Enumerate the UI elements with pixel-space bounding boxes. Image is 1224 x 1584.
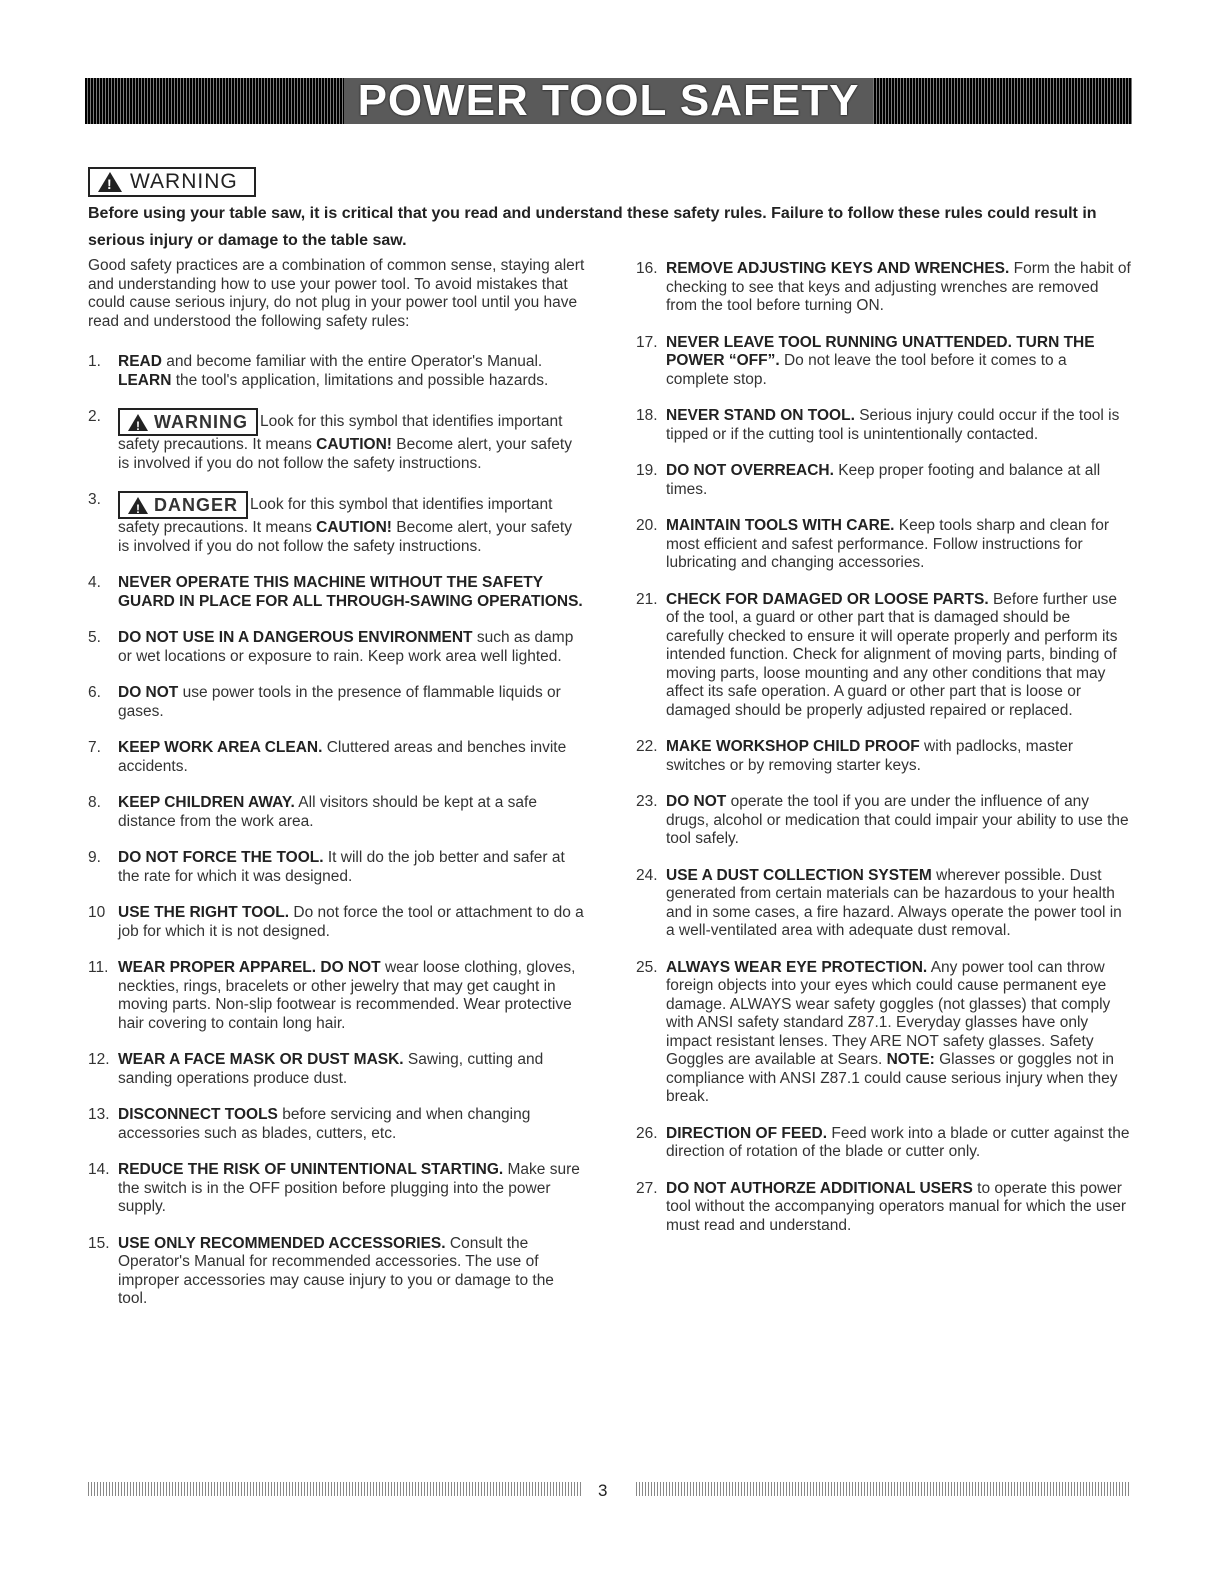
rule-body-continued: Become alert, your safety is involved if you do not follow the safety instructions. bbox=[118, 519, 572, 555]
rule-heading: DIRECTION OF FEED. bbox=[666, 1124, 828, 1142]
intro-warning-text: Before using your table saw, it is critical that you read and understand these safety rules. Failure to follow these rules could result in serious injury or damage to the table saw. bbox=[88, 205, 1097, 249]
footer-rule-right bbox=[636, 1482, 1131, 1496]
rule-number: 23. bbox=[636, 793, 658, 810]
rule-text bbox=[118, 739, 586, 776]
rule-item bbox=[636, 591, 1132, 721]
rule-body: to operate this power tool without the accompanying operators manual for which the user must read and understand. bbox=[666, 1179, 1127, 1234]
rule-body: Make sure the switch is in the OFF position before plugging into the power supply. bbox=[118, 1161, 580, 1215]
rule-item bbox=[88, 629, 586, 666]
rule-heading: REMOVE ADJUSTING KEYS AND WRENCHES. bbox=[666, 260, 1010, 277]
rule-item bbox=[88, 1161, 586, 1217]
rule-heading: USE A DUST COLLECTION SYSTEM bbox=[666, 866, 932, 884]
rule-number: 27. bbox=[636, 1179, 658, 1197]
page-number: 3 bbox=[598, 1481, 608, 1500]
left-column bbox=[88, 257, 586, 1327]
rule-body: Cluttered areas and benches invite accidents. bbox=[118, 739, 567, 775]
rule-item bbox=[636, 517, 1132, 573]
rule-text bbox=[118, 1106, 586, 1143]
rule-item bbox=[88, 408, 586, 473]
title-banner bbox=[85, 78, 1132, 124]
rule-heading: REDUCE THE RISK OF UNINTENTIONAL STARTING. bbox=[118, 1161, 504, 1178]
rule-emphasis: LEARN bbox=[118, 371, 172, 389]
rule-heading: MAKE WORKSHOP CHILD PROOF bbox=[666, 738, 920, 755]
symbol-label: WARNING bbox=[154, 411, 248, 432]
rule-heading: DO NOT bbox=[666, 793, 727, 810]
rule-text bbox=[666, 517, 1132, 573]
rule-item bbox=[636, 334, 1132, 390]
rule-number: 7. bbox=[88, 739, 101, 756]
rule-body: Look for this symbol that identifies important safety precautions. It means bbox=[118, 496, 553, 536]
rule-item bbox=[88, 1235, 586, 1309]
rule-heading: DO NOT AUTHORZE ADDITIONAL USERS bbox=[666, 1179, 973, 1197]
rule-item bbox=[88, 353, 586, 390]
rule-number: 14. bbox=[88, 1161, 110, 1178]
rule-body: before servicing and when changing accessories such as blades, cutters, etc. bbox=[118, 1106, 531, 1142]
rule-number: 26. bbox=[636, 1124, 658, 1142]
footer-rule-left bbox=[88, 1482, 582, 1496]
rule-text bbox=[118, 959, 586, 1033]
rule-item bbox=[88, 794, 586, 831]
rule-item bbox=[636, 793, 1132, 849]
rule-item bbox=[88, 849, 586, 886]
rule-text bbox=[666, 334, 1132, 390]
warning-triangle-icon bbox=[128, 497, 148, 514]
rule-item bbox=[88, 904, 586, 941]
rule-item bbox=[636, 462, 1132, 499]
rule-body: operate the tool if you are under the influence of any drugs, alcohol or medication that could impair your ability to use the tool safely. bbox=[666, 793, 1129, 847]
rule-text bbox=[666, 407, 1132, 444]
rule-number: 24. bbox=[636, 866, 658, 884]
rule-text bbox=[118, 629, 586, 666]
rule-text bbox=[118, 408, 586, 473]
rule-body: such as damp or wet locations or exposure to rain. Keep work area well lighted. bbox=[118, 629, 574, 665]
rule-body: Before further use of the tool, a guard or other part that is damaged should be carefully checked to ensure it will operate properly and perform its intended function. Check for alignment of moving parts, binding of moving parts, loose mounting and any other conditions that may affect its safe operation. A guard or other part that is loose or damaged should be properly adjusted repaired or replaced. bbox=[666, 590, 1118, 719]
rule-heading: ALWAYS WEAR EYE PROTECTION. bbox=[666, 958, 928, 976]
rule-emphasis: CAUTION! bbox=[316, 519, 392, 536]
rule-body: Serious injury could occur if the tool is tipped or if the cutting tool is unintentionally contacted. bbox=[666, 407, 1120, 443]
rule-body: and become familiar with the entire Operator's Manual. bbox=[161, 353, 543, 370]
page-title: POWER TOOL SAFETY bbox=[344, 78, 874, 124]
rule-item bbox=[636, 260, 1132, 316]
rule-heading: MAINTAIN TOOLS WITH CARE. bbox=[666, 517, 895, 534]
rule-body: Do not leave the tool before it comes to a complete stop. bbox=[666, 352, 1067, 388]
intro-paragraph: Good safety practices are a combination of common sense, staying alert and understanding how to use your power tool. To avoid mistakes that could cause serious injury, do not plug in your power tool until you have read and understood the following safety rules: bbox=[88, 257, 585, 330]
rule-item bbox=[636, 1125, 1132, 1162]
rule-heading: NEVER OPERATE THIS MACHINE WITHOUT THE SAFETY GUARD IN PLACE FOR ALL THROUGH-SAWING OPERATIONS. bbox=[118, 574, 583, 610]
rule-number: 25. bbox=[636, 958, 658, 976]
rule-number: 20. bbox=[636, 517, 658, 534]
rules-list-right bbox=[636, 260, 1132, 1235]
rule-text bbox=[666, 793, 1132, 849]
rule-number: 8. bbox=[88, 794, 101, 811]
rule-text bbox=[118, 1051, 586, 1088]
rule-heading: DO NOT USE IN A DANGEROUS ENVIRONMENT bbox=[118, 629, 473, 646]
rule-body-continued: the tool's application, limitations and possible hazards. bbox=[171, 371, 549, 389]
rule-number: 22. bbox=[636, 738, 658, 755]
rule-number: 4. bbox=[88, 574, 101, 591]
rule-body: wear loose clothing, gloves, neckties, rings, bracelets or other jewelry that may get caught in moving parts. Non-slip footwear is recommended. Wear protective hair covering to contain long hair. bbox=[118, 959, 576, 1032]
rule-item bbox=[636, 738, 1132, 775]
rule-number: 5. bbox=[88, 629, 101, 646]
rule-number: 18. bbox=[636, 407, 658, 424]
rule-number: 16. bbox=[636, 260, 658, 277]
rule-item bbox=[88, 491, 586, 556]
rule-number: 12. bbox=[88, 1051, 110, 1068]
rule-number: 11. bbox=[88, 959, 109, 976]
rule-body: wherever possible. Dust generated from certain materials can be hazardous to your health and in some cases, a fire hazard. Always operate the power tool in a well-ventilated area with adequate dust removal. bbox=[666, 866, 1122, 939]
rule-heading: USE ONLY RECOMMENDED ACCESSORIES. bbox=[118, 1234, 446, 1252]
rule-text bbox=[118, 353, 586, 390]
rule-text bbox=[118, 1161, 586, 1217]
rule-item bbox=[636, 959, 1132, 1107]
rule-item bbox=[636, 1180, 1132, 1236]
rule-heading: WEAR A FACE MASK OR DUST MASK. bbox=[118, 1051, 404, 1068]
rule-text bbox=[666, 591, 1132, 721]
warning-symbol-box bbox=[118, 408, 258, 436]
rule-text bbox=[666, 260, 1132, 316]
rule-text bbox=[666, 1125, 1132, 1162]
rule-number: 21. bbox=[636, 590, 658, 608]
rule-body: Feed work into a blade or cutter against the direction of rotation of the blade or cutter only. bbox=[666, 1124, 1130, 1160]
rule-text bbox=[118, 491, 586, 556]
rule-body-continued: Glasses or goggles not in compliance with ANSI Z87.1 could cause serious injury when they break. bbox=[666, 1051, 1118, 1105]
rule-heading: CHECK FOR DAMAGED OR LOOSE PARTS. bbox=[666, 590, 989, 608]
rule-number: 19. bbox=[636, 462, 658, 479]
rule-body: with padlocks, master switches or by removing starter keys. bbox=[666, 738, 1074, 774]
rule-heading: KEEP CHILDREN AWAY. bbox=[118, 794, 295, 811]
rule-body: Any power tool can throw foreign objects into your eyes which could cause permanent eye damage. ALWAYS wear safety goggles (not glasses) that comply with ANSI safety standard Z87.1. Everyday glasses have only impact resistant lenses. They ARE NOT safety glasses. Safety Goggles are available at Sears. bbox=[666, 958, 1111, 1068]
rule-emphasis: NOTE: bbox=[886, 1051, 935, 1068]
warning-triangle-icon bbox=[98, 172, 122, 192]
warning-label: WARNING bbox=[130, 170, 238, 193]
rule-number: 17. bbox=[636, 333, 658, 351]
rule-text bbox=[666, 959, 1132, 1107]
rule-text bbox=[118, 794, 586, 831]
rule-text bbox=[118, 904, 586, 941]
warning-box bbox=[88, 167, 256, 197]
rule-heading: WEAR PROPER APPAREL. DO NOT bbox=[118, 959, 381, 976]
rule-number: 9. bbox=[88, 849, 101, 866]
rule-body: use power tools in the presence of flammable liquids or gases. bbox=[118, 684, 561, 720]
rule-heading: NEVER LEAVE TOOL RUNNING UNATTENDED. TURN THE POWER “OFF”. bbox=[666, 333, 1095, 369]
rule-body: All visitors should be kept at a safe distance from the work area. bbox=[118, 794, 537, 830]
rule-body: Form the habit of checking to see that keys and adjusting wrenches are removed from the tool before turning ON. bbox=[666, 260, 1131, 314]
rule-body: Keep tools sharp and clean for most efficient and safest performance. Follow instructions for lubricating and changing accessories. bbox=[666, 517, 1110, 571]
rule-item bbox=[88, 574, 586, 611]
rule-body: Sawing, cutting and sanding operations produce dust. bbox=[118, 1051, 544, 1087]
rule-text bbox=[118, 574, 586, 611]
rule-text bbox=[666, 1180, 1132, 1236]
rule-heading: USE THE RIGHT TOOL. bbox=[118, 904, 290, 921]
rule-body: Do not force the tool or attachment to do a job for which it is not designed. bbox=[118, 904, 584, 940]
rule-heading: KEEP WORK AREA CLEAN. bbox=[118, 739, 323, 756]
rule-item bbox=[636, 407, 1132, 444]
danger-symbol-box bbox=[118, 491, 248, 519]
rule-heading: DO NOT bbox=[118, 684, 179, 701]
rule-item bbox=[88, 959, 586, 1033]
rule-heading: READ bbox=[118, 353, 162, 370]
rules-list-left bbox=[88, 353, 586, 1309]
rule-number: 1. bbox=[88, 353, 101, 370]
rule-number: 15. bbox=[88, 1234, 110, 1252]
rule-item bbox=[88, 1106, 586, 1143]
rule-item bbox=[88, 739, 586, 776]
symbol-label: DANGER bbox=[154, 494, 239, 515]
rule-text bbox=[118, 849, 586, 886]
rule-heading: NEVER STAND ON TOOL. bbox=[666, 407, 855, 424]
rule-body: Keep proper footing and balance at all times. bbox=[666, 462, 1101, 498]
rule-heading: DO NOT OVERREACH. bbox=[666, 462, 834, 479]
rule-heading: DO NOT FORCE THE TOOL. bbox=[118, 849, 324, 866]
rule-item bbox=[88, 1051, 586, 1088]
rule-emphasis: CAUTION! bbox=[316, 436, 392, 453]
rule-number: 2. bbox=[88, 408, 101, 425]
rule-body: Look for this symbol that identifies important safety precautions. It means bbox=[118, 413, 563, 453]
rule-body: Consult the Operator's Manual for recommended accessories. The use of improper accessories may cause injury to you or damage to the tool. bbox=[118, 1234, 554, 1307]
rule-heading: DISCONNECT TOOLS bbox=[118, 1106, 278, 1123]
rule-text bbox=[666, 738, 1132, 775]
rule-text bbox=[118, 1235, 586, 1309]
rule-number: 10 bbox=[88, 904, 106, 921]
warning-triangle-icon bbox=[128, 414, 148, 431]
rule-body: It will do the job better and safer at the rate for which it was designed. bbox=[118, 849, 565, 885]
rule-number: 13. bbox=[88, 1106, 110, 1123]
rule-text bbox=[118, 684, 586, 721]
rule-text bbox=[666, 867, 1132, 941]
rule-body-continued: Become alert, your safety is involved if you do not follow the safety instructions. bbox=[118, 436, 572, 472]
rule-item bbox=[88, 684, 586, 721]
rule-text bbox=[666, 462, 1132, 499]
rule-number: 6. bbox=[88, 684, 101, 701]
rule-item bbox=[636, 867, 1132, 941]
rule-number: 3. bbox=[88, 491, 101, 508]
right-column bbox=[636, 260, 1132, 1253]
